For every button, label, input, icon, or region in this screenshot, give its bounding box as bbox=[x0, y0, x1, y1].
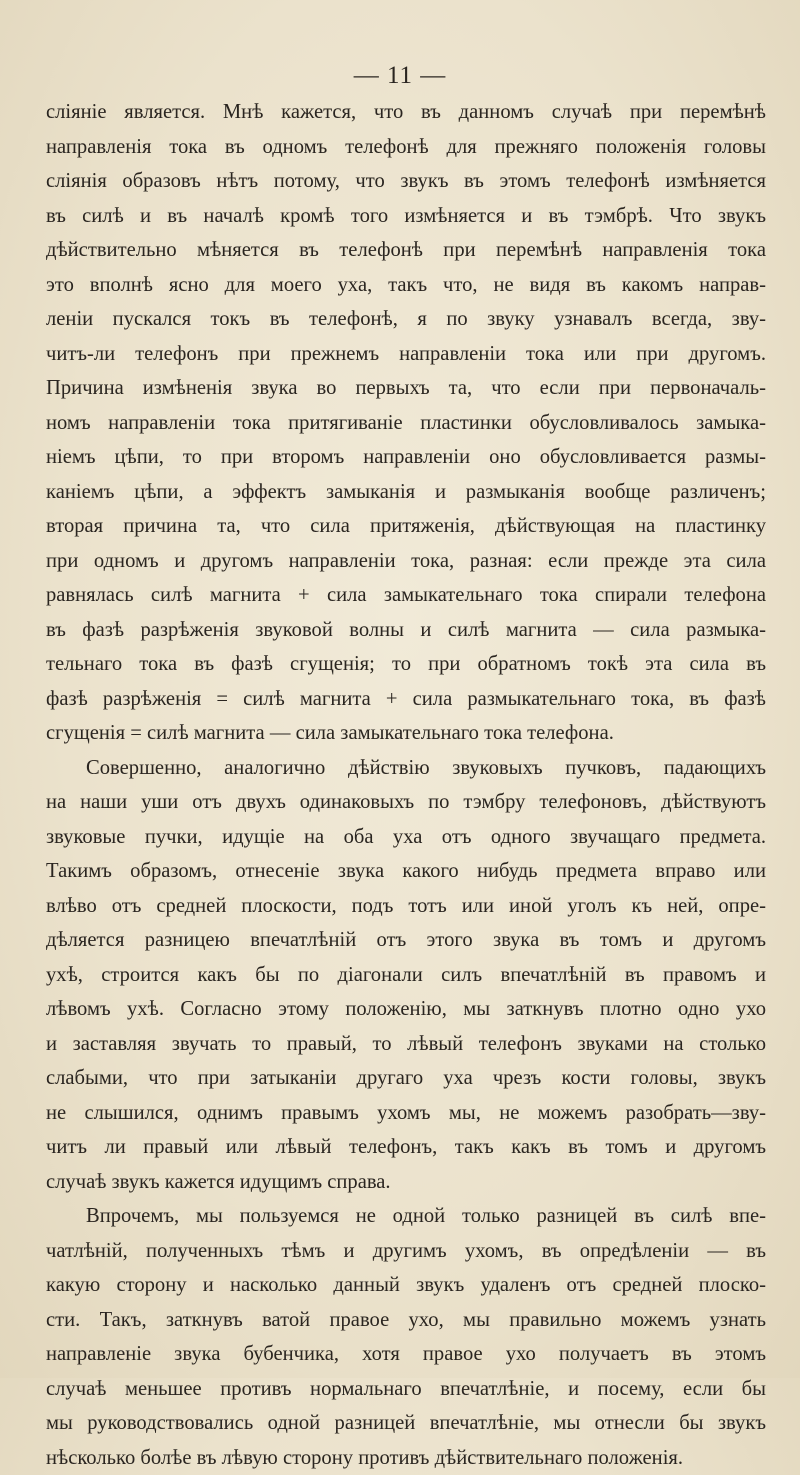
page-number: — 11 — bbox=[0, 62, 800, 90]
text-line: фазѣ разрѣженія = силѣ магнита + сила размыкательнаго тока, въ фазѣ bbox=[46, 682, 766, 717]
paragraph bbox=[46, 751, 766, 1200]
text-line: какую сторону и насколько данный звукъ удаленъ отъ средней плоско- bbox=[46, 1268, 766, 1303]
text-line: Такимъ образомъ, отнесеніе звука какого нибудь предмета вправо или bbox=[46, 854, 766, 889]
paragraph bbox=[46, 95, 766, 751]
text-line: и заставляя звучать то правый, то лѣвый телефонъ звуками на столько bbox=[46, 1027, 766, 1062]
text-line: влѣво отъ средней плоскости, подъ тотъ или иной уголъ къ ней, опре- bbox=[46, 889, 766, 924]
text-line: ухѣ, строится какъ бы по діагонали силъ впечатлѣній въ правомъ и bbox=[46, 958, 766, 993]
text-line: Причина измѣненія звука во первыхъ та, что если при первоначаль- bbox=[46, 371, 766, 406]
text-line: не слышился, однимъ правымъ ухомъ мы, не можемъ разобрать—зву- bbox=[46, 1096, 766, 1131]
text-line: дѣляется разницею впечатлѣній отъ этого звука въ томъ и другомъ bbox=[46, 923, 766, 958]
text-line: чатлѣній, полученныхъ тѣмъ и другимъ ухомъ, въ опредѣленіи — въ bbox=[46, 1234, 766, 1269]
text-line: читъ-ли телефонъ при прежнемъ направленіи тока или при другомъ. bbox=[46, 337, 766, 372]
body-text bbox=[46, 95, 766, 1475]
text-line: лѣвомъ ухѣ. Согласно этому положенію, мы заткнувъ плотно одно ухо bbox=[46, 992, 766, 1027]
text-line: мы руководствовались одной разницей впечатлѣніе, мы отнесли бы звукъ bbox=[46, 1406, 766, 1441]
text-line: равнялась силѣ магнита + сила замыкательнаго тока спирали телефона bbox=[46, 578, 766, 613]
paragraph bbox=[46, 1199, 766, 1475]
text-line: слабыми, что при затыканіи другаго уха чрезъ кости головы, звукъ bbox=[46, 1061, 766, 1096]
text-line: на наши уши отъ двухъ одинаковыхъ по тэмбру телефоновъ, дѣйствуютъ bbox=[46, 785, 766, 820]
text-line: Впрочемъ, мы пользуемся не одной только разницей въ силѣ впе- bbox=[46, 1199, 766, 1234]
text-line: сліяніе является. Мнѣ кажется, что въ данномъ случаѣ при перемѣнѣ bbox=[46, 95, 766, 130]
text-line: Совершенно, аналогично дѣйствію звуковыхъ пучковъ, падающихъ bbox=[46, 751, 766, 786]
text-line: нѣсколько болѣе въ лѣвую сторону противъ дѣйствительнаго положенія. bbox=[46, 1441, 766, 1475]
text-line: случаѣ звукъ кажется идущимъ справа. bbox=[46, 1165, 766, 1200]
text-line: сгущенія = силѣ магнита — сила замыкательнаго тока телефона. bbox=[46, 716, 766, 751]
text-line: каніемъ цѣпи, а эффектъ замыканія и размыканія вообще различенъ; bbox=[46, 475, 766, 510]
text-line: номъ направленіи тока притягиваніе пластинки обусловливалось замыка- bbox=[46, 406, 766, 441]
text-line: сліянія образовъ нѣтъ потому, что звукъ въ этомъ телефонѣ измѣняется bbox=[46, 164, 766, 199]
text-line: звуковые пучки, идущіе на оба уха отъ одного звучащаго предмета. bbox=[46, 820, 766, 855]
text-line: направленія тока въ одномъ телефонѣ для прежняго положенія головы bbox=[46, 130, 766, 165]
text-line: это вполнѣ ясно для моего уха, такъ что, не видя въ какомъ направ- bbox=[46, 268, 766, 303]
text-line: читъ ли правый или лѣвый телефонъ, такъ какъ въ томъ и другомъ bbox=[46, 1130, 766, 1165]
text-line: при одномъ и другомъ направленіи тока, разная: если прежде эта сила bbox=[46, 544, 766, 579]
text-line: вторая причина та, что сила притяженія, дѣйствующая на пластинку bbox=[46, 509, 766, 544]
text-line: тельнаго тока въ фазѣ сгущенія; то при обратномъ токѣ эта сила въ bbox=[46, 647, 766, 682]
text-line: ніемъ цѣпи, то при второмъ направленіи оно обусловливается размы- bbox=[46, 440, 766, 475]
text-line: направленіе звука бубенчика, хотя правое ухо получаетъ въ этомъ bbox=[46, 1337, 766, 1372]
text-line: случаѣ меньшее противъ нормальнаго впечатлѣніе, и посему, если бы bbox=[46, 1372, 766, 1407]
text-line: въ фазѣ разрѣженія звуковой волны и силѣ магнита — сила размыка- bbox=[46, 613, 766, 648]
text-line: леніи пускался токъ въ телефонѣ, я по звуку узнавалъ всегда, зву- bbox=[46, 302, 766, 337]
text-line: сти. Такъ, заткнувъ ватой правое ухо, мы правильно можемъ узнать bbox=[46, 1303, 766, 1338]
text-line: въ силѣ и въ началѣ кромѣ того измѣняется и въ тэмбрѣ. Что звукъ bbox=[46, 199, 766, 234]
text-line: дѣйствительно мѣняется въ телефонѣ при перемѣнѣ направленія тока bbox=[46, 233, 766, 268]
